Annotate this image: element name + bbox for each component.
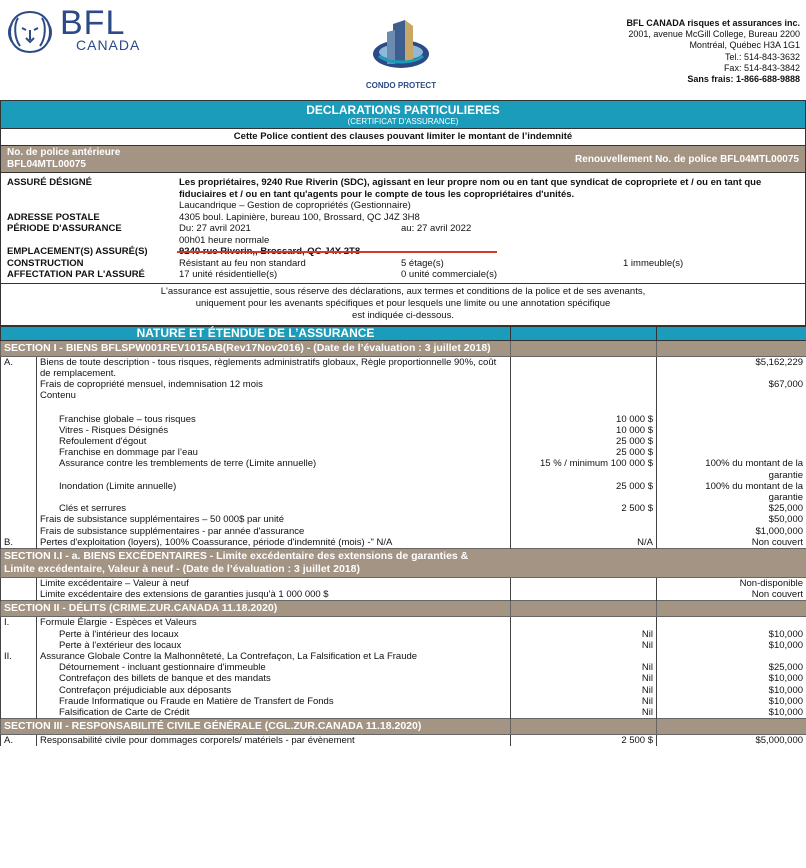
coverage-desc: Fraude Informatique ou Fraude en Matière de Transfert de Fonds [37, 696, 511, 707]
section-header [1, 601, 806, 617]
row-letter: A. [1, 735, 37, 747]
bfl-logo [4, 4, 141, 56]
condo-protect-logo [356, 18, 446, 90]
coverage-desc: Frais de subsistance supplémentaires - par année d'assurance [37, 526, 511, 537]
nature-header: NATURE ET ÉTENDUE DE L’ASSURANCE [1, 326, 511, 340]
coverage-amount: $5,000,000 [657, 735, 806, 747]
section-header [1, 719, 806, 735]
period-from: Du: 27 avril 2021 [179, 223, 251, 234]
coverage-desc: Limite excédentaire – Valeur à neuf [37, 577, 511, 589]
coverage-desc: Frais de copropriété mensuel, indemnisation 12 mois [37, 379, 511, 390]
coverage-desc: Perte à l'intérieur des locaux [37, 629, 511, 640]
coverage-amount: $5,162,229 [657, 356, 806, 379]
commercial-units: 0 unité commerciale(s) [401, 269, 498, 280]
coverage-amount: $67,000 [657, 379, 806, 390]
company-tel: Tel.: 514-843-3632 [724, 51, 800, 62]
use-label: AFFECTATION PAR L'ASSURÉ [7, 269, 145, 280]
section-1-1-title-cont: Limite excédentaire, Valeur à neuf - (Date de l’évaluation : 3 juillet 2018) [4, 562, 360, 575]
coverage-amount: garantie [768, 469, 804, 481]
deductible: N/A [511, 537, 657, 549]
deductible: Nil [511, 696, 657, 707]
deductible: 15 % / minimum 100 000 $ [511, 458, 657, 480]
building-globe-icon [369, 18, 433, 76]
coverage-amount: $10,000 [657, 696, 806, 707]
page-title: DECLARATIONS PARTICULIERES [306, 103, 500, 117]
deductible: Nil [511, 640, 657, 651]
coverage-desc: Assurance Globale Contre la Malhonnêteté, La Contrefaçon, La Falsification et La Fraude [37, 651, 511, 662]
coverage-amount: Non couvert [657, 589, 806, 601]
deductible: Nil [511, 685, 657, 696]
period-time: 00h01 heure normale [179, 234, 270, 246]
prev-policy-label: No. de police antérieure [7, 147, 121, 158]
section-1-1-title: SECTION I.I - a. BIENS EXCÉDENTAIRES - Limite excédentaire des extensions de garanties & [4, 549, 469, 562]
red-underline-annotation [177, 251, 497, 253]
deductible: 2 500 $ [511, 503, 657, 514]
lion-icon [4, 8, 56, 56]
insured-value: Les propriétaires, 9240 Rue Riverin (SDC), agissant en leur propre nom ou en tant que syndicat de copropriete et / ou en tant que fiduciaires et / ou en tant qu'agents pour le compte de tous les copropriétaires d'unités. [179, 177, 762, 200]
deductible: Nil [511, 629, 657, 640]
row-letter: I. [1, 617, 37, 629]
coverage-amount: 100% du montant de la [705, 480, 804, 492]
coverage-desc: Assurance contre les tremblements de terre (Limite annuelle) [37, 458, 511, 480]
coverage-amount: Non-disponible [657, 577, 806, 589]
coverage-amount: $10,000 [657, 673, 806, 684]
section-1-title: SECTION I - BIENS BFLSPW001REV1015AB(Rev17Nov2016) - (Date de l’évaluation : 3 juillet 2018) [1, 340, 511, 356]
coverage-amount: 100% du montant de la [705, 458, 804, 470]
policy-number-bar [0, 145, 806, 173]
coverage-desc: Inondation (Limite annuelle) [37, 481, 511, 503]
subject-to-note [0, 283, 806, 326]
coverage-amount: $10,000 [657, 685, 806, 696]
coverage-desc: Biens de toute description - tous risques, règlements administratifs globaux, Règle proportionnelle 90%, coût [40, 356, 497, 368]
postal-address-value: 4305 boul. Lapinière, bureau 100, Brossard, QC J4Z 3H8 [179, 211, 420, 223]
company-address-line2: Montréal, Québec H3A 1G1 [689, 40, 800, 51]
note-line-2: uniquement pour les avenants spécifiques et pour lesquels une limite ou une annotation spécifique [195, 297, 611, 309]
condo-protect-caption: CONDO PROTECT [365, 81, 437, 90]
coverage-amount: $25,000 [657, 662, 806, 673]
prev-policy-number: BFL04MTL00075 [7, 159, 86, 170]
company-name: BFL CANADA risques et assurances inc. [626, 18, 800, 28]
note-line-3: est indiquée ci-dessous. [352, 309, 454, 321]
coverage-desc: Franchise en dommage par l’eau [37, 447, 511, 458]
row-letter: A. [1, 356, 37, 379]
renewal-policy-number: Renouvellement No. de police BFL04MTL00075 [575, 153, 799, 165]
building-count: 1 immeuble(s) [623, 257, 684, 269]
deductible: 10 000 $ [511, 425, 657, 436]
bfl-wordmark: BFL [60, 4, 126, 42]
page-subtitle: (CERTIFICAT D'ASSURANCE) [347, 117, 459, 126]
floor-count: 5 étage(s) [401, 257, 444, 269]
insurance-period-label: PÉRIODE D'ASSURANCE [7, 223, 122, 234]
coverage-desc: Clés et serrures [37, 503, 511, 514]
coverage-amount: $25,000 [657, 503, 806, 514]
coverage-desc: Vitres - Risques Désignés [37, 425, 511, 436]
insured-location-label: EMPLACEMENT(S) ASSURÉ(S) [7, 246, 148, 257]
coverage-desc: Contenu [37, 390, 511, 401]
company-toll-free: Sans frais: 1-866-688-9888 [687, 74, 800, 85]
deductible: 10 000 $ [511, 414, 657, 425]
bfl-wordmark-sub: CANADA [76, 37, 141, 53]
company-fax: Fax: 514-843-3842 [723, 62, 800, 73]
deductible: 25 000 $ [511, 447, 657, 458]
coverage-desc: Franchise globale – tous risques [37, 414, 511, 425]
deductible: Nil [511, 707, 657, 719]
coverage-amount: $1,000,000 [657, 526, 806, 537]
coverage-amount: garantie [768, 491, 804, 503]
coverage-amount: $10,000 [657, 640, 806, 651]
coverage-table [0, 326, 806, 747]
company-address-line1: 2001, avenue McGill College, Bureau 2200 [628, 29, 800, 40]
coverage-amount: $10,000 [657, 707, 806, 719]
coverage-desc: Pertes d'exploitation (loyers), 100% Coassurance, période d'indemnité (mois) -" N/A [37, 537, 511, 549]
deductible: Nil [511, 673, 657, 684]
coverage-amount: $10,000 [657, 629, 806, 640]
section-header [1, 340, 806, 356]
note-line-1: L'assurance est assujettie, sous réserve des déclarations, aux termes et conditions de la police et de ses avenants, [160, 285, 646, 297]
coverage-amount: Non couvert [657, 537, 806, 549]
residential-units: 17 unité résidentielle(s) [179, 269, 278, 280]
insured-info [0, 173, 806, 283]
company-address [626, 18, 800, 85]
row-letter: B. [1, 537, 37, 549]
coverage-desc: Limite excédentaire des extensions de garanties jusqu'à 1 000 000 $ [37, 589, 511, 601]
coverage-desc: Contrefaçon des billets de banque et des mandats [37, 673, 511, 684]
nature-header-row [1, 326, 806, 340]
letterhead [0, 0, 806, 100]
coverage-amount: $50,000 [657, 514, 806, 525]
deductible: 25 000 $ [511, 436, 657, 447]
limitation-warning: Cette Police contient des clauses pouvant limiter le montant de l’indemnité [0, 129, 806, 145]
deductible: 25 000 $ [511, 481, 657, 503]
coverage-desc: Frais de subsistance supplémentaires – 50 000$ par unité [37, 514, 511, 525]
coverage-desc: Détournement - incluant gestionnaire d'immeuble [37, 662, 511, 673]
construction-label: CONSTRUCTION [7, 257, 84, 269]
coverage-desc: Perte à l'extérieur des locaux [37, 640, 511, 651]
section-header [1, 548, 806, 577]
postal-address-label: ADRESSE POSTALE [7, 211, 100, 223]
coverage-desc: Contrefaçon préjudiciable aux déposants [37, 685, 511, 696]
insured-label: ASSURÉ DÉSIGNÉ [7, 177, 92, 188]
coverage-desc: de remplacement. [40, 367, 117, 379]
section-2-title: SECTION II - DÉLITS (CRIME.ZUR.CANADA 11.18.2020) [1, 601, 511, 617]
period-to: au: 27 avril 2022 [401, 223, 472, 234]
deductible: Nil [511, 662, 657, 673]
title-bar [0, 100, 806, 129]
coverage-desc: Formule Élargie - Espèces et Valeurs [37, 617, 511, 629]
deductible: 2 500 $ [511, 735, 657, 747]
property-manager: Laucandrique – Gestion de copropriétés (Gestionnaire) [179, 200, 411, 211]
coverage-desc: Falsification de Carte de Crédit [37, 707, 511, 719]
section-3-title: SECTION III - RESPONSABILITÉ CIVILE GÉNÉRALE (CGL.ZUR.CANADA 11.18.2020) [1, 719, 511, 735]
coverage-desc: Refoulement d'égout [37, 436, 511, 447]
construction-value: Résistant au feu non standard [179, 257, 306, 269]
coverage-desc: Responsabilité civile pour dommages corporels/ matériels - par évènement [37, 735, 511, 747]
row-letter: II. [1, 651, 37, 662]
